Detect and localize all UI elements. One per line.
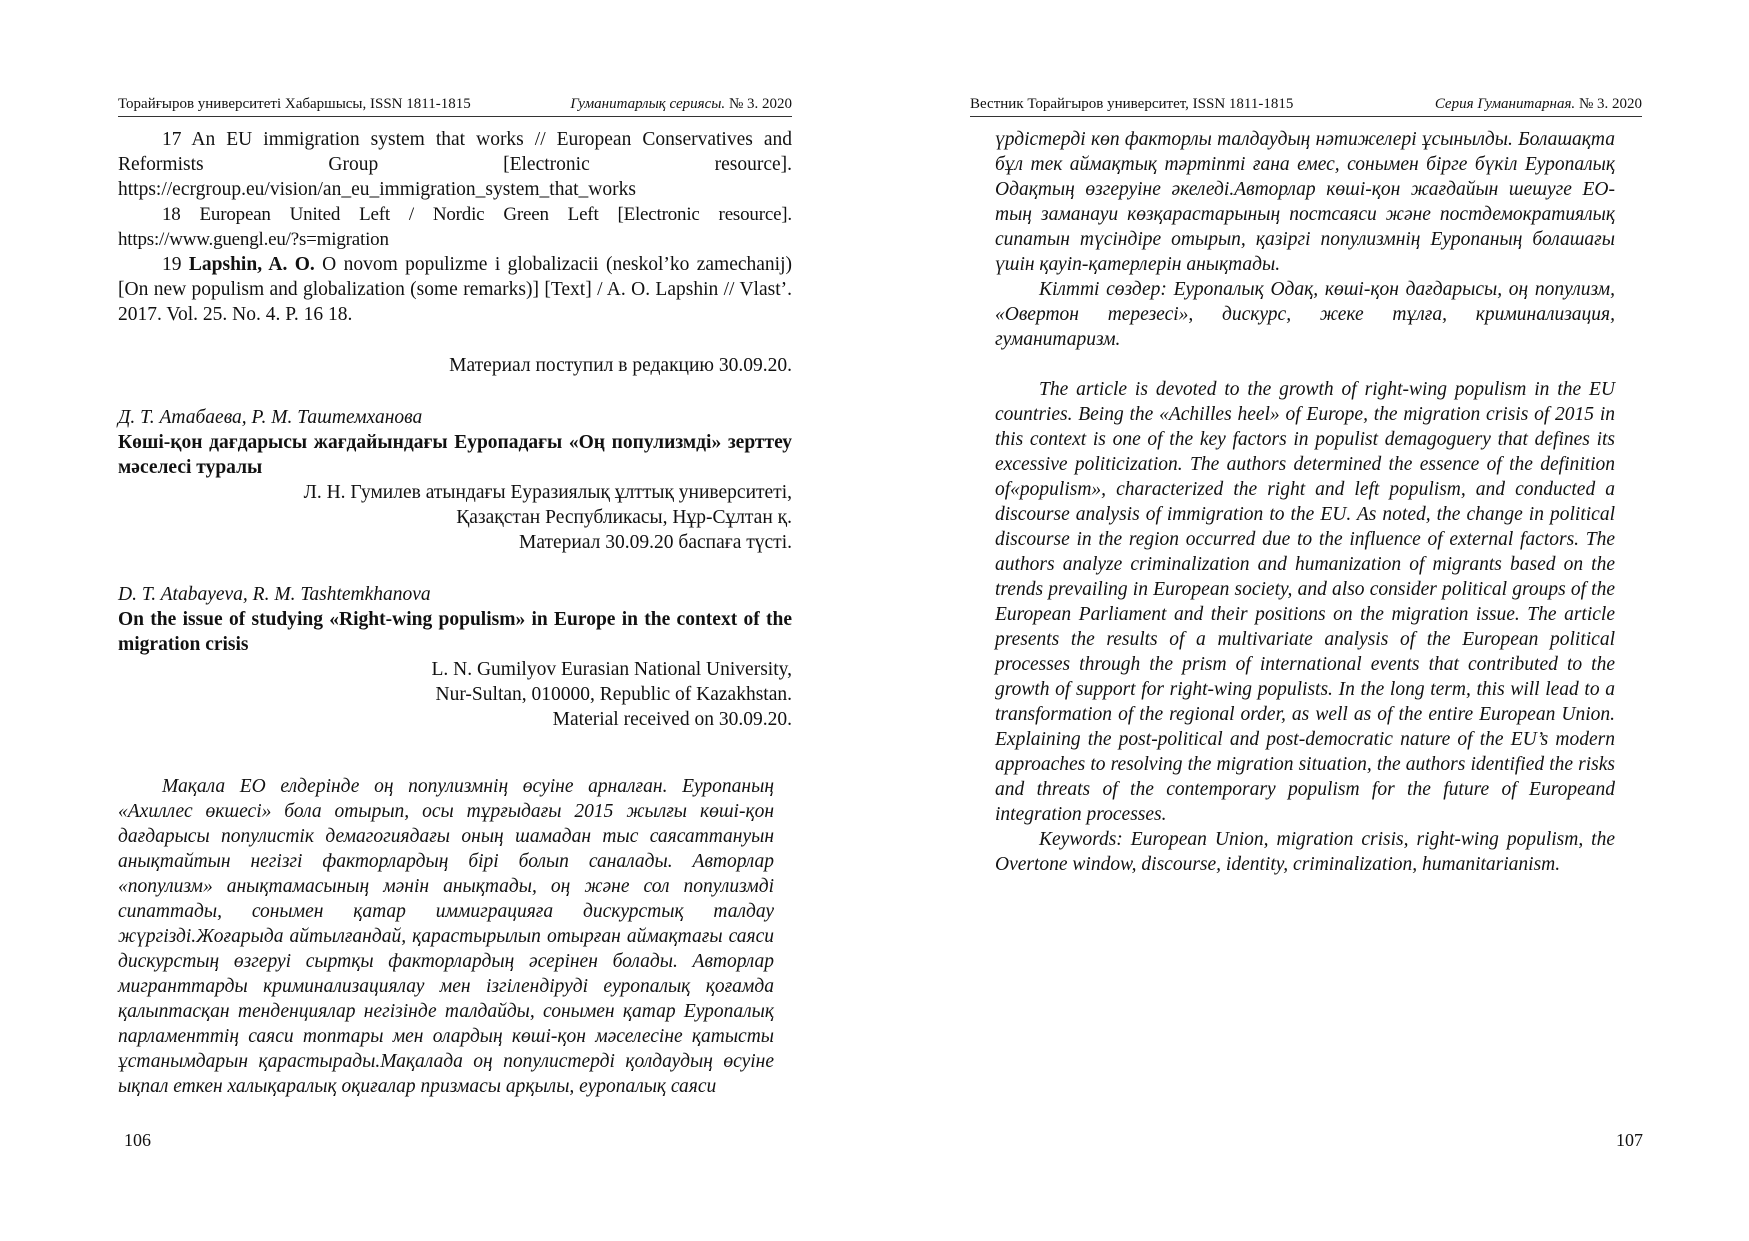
reference-19 xyxy=(118,252,792,327)
en-affiliation-line: L. N. Gumilyov Eurasian National University, xyxy=(431,659,792,680)
reference-number: 19 xyxy=(162,254,182,275)
reference-author: Lapshin, A. O. xyxy=(188,254,315,275)
series-name: Гуманитарлық сериясы. xyxy=(570,96,726,112)
left-page-content xyxy=(118,127,792,1099)
reference-text: O novom populizme i globalizacii (neskol’ko zamechanij) [On new populism and globalization (some remarks)] [Text] / A. O. Lapshin // Vlast’. 2017. Vol. 25. No. 4. P. 16 18. xyxy=(118,254,793,325)
reference-17: 17 An EU immigration system that works // European Conservatives and Reformists Group [Electronic resource]. https://ecrgroup.eu/vision/an_eu_immigration_system_that_works xyxy=(118,129,792,200)
journal-name: Вестник Торайгыров университет, ISSN 1811-1815 xyxy=(970,96,1294,112)
keywords-kz: Кілтті сөздер: Еуропалық Одақ, көші-қон дағдарысы, оң популизм, «Овертон терезесі», дискурс, жеке тұлға, криминализация, гуманитаризм. xyxy=(995,279,1615,350)
right-page-content xyxy=(995,127,1615,877)
series-name: Серия Гуманитарная. xyxy=(1434,96,1576,112)
received-note: Материал поступил в редакцию 30.09.20. xyxy=(449,355,792,376)
abstract-kz-part2: үрдістерді көп факторлы талдаудың нәтижелері ұсынылды. Болашақта бұл тек аймақтық тәртіпті ғана емес, сонымен бірге бүкіл Еуропалық Одақтың өзгеруіне әкеледі.Авторлар көші-қон жағдайын шешуге ЕО-тың заманауи көзқарастарының постсаяси және постдемократиялық сипатын түсіндіре отырып, қазіргі популизмнің Еуропаның болашағы үшін қауіп-қатерлерін анықтады. xyxy=(995,129,1615,275)
left-page xyxy=(0,0,874,1241)
kz-affiliation-line: Қазақстан Республикасы, Нұр-Сұлтан қ. xyxy=(456,507,792,528)
kz-authors: Д. Т. Атабаева, Р. М. Таштемханова xyxy=(118,407,423,428)
journal-name: Торайғыров университеті Хабаршысы, ISSN 1811-1815 xyxy=(118,96,471,112)
en-affiliation-line: Nur-Sultan, 010000, Republic of Kazakhstan. xyxy=(435,684,792,705)
page-number: 106 xyxy=(124,1130,151,1150)
right-page xyxy=(875,0,1749,1241)
page-number: 107 xyxy=(1616,1130,1643,1150)
running-header xyxy=(970,92,1642,117)
running-header xyxy=(118,92,792,117)
kz-affiliation-line: Материал 30.09.20 баспаға түсті. xyxy=(519,532,792,553)
issue-number: № 3. 2020 xyxy=(728,96,792,112)
abstract-en: The article is devoted to the growth of right-wing populism in the EU countries. Being the «Achilles heel» of Europe, the migration crisis of 2015 in this context is one of the key factors in populist demagoguery that defines its excessive politicization. The authors determined the essence of the definition of«populism», characterized the right and left populism, and conducted a discourse analysis of immigration to the EU. As noted, the change in political discourse in the region occurred due to the influence of external factors. The authors analyze criminalization and humanization of migrants based on the trends prevailing in European society, and also consider political groups of the European Parliament and their positions on the migration issue. The article presents the results of a multivariate analysis of the European political processes through the prism of international events that contributed to the growth of support for right-wing populists. In the long term, this will lead to a transformation of the regional order, as well as of the entire European Union. Explaining the post-political and post-democratic nature of the EU’s modern approaches to resolving the migration situation, the authors identified the risks and threats of the contemporary populism for the future of Europeand integration processes. xyxy=(995,379,1615,825)
spacer xyxy=(995,352,1615,377)
en-affiliation-line: Material received on 30.09.20. xyxy=(552,709,792,730)
en-authors: D. T. Atabayeva, R. M. Tashtemkhanova xyxy=(118,584,431,605)
series-info xyxy=(570,92,792,116)
series-info xyxy=(1435,92,1642,116)
issue-number: № 3. 2020 xyxy=(1578,96,1642,112)
reference-18: 18 European United Left / Nordic Green Left [Electronic resource]. https://www.guengl.eu/?s=migration xyxy=(118,204,792,250)
abstract-kz-part1: Мақала ЕО елдерінде оң популизмнің өсуіне арналған. Еуропаның «Ахиллес өкшесі» бола отырып, осы тұрғыдағы 2015 жылғы көші-қон дағдарысы популистік демагогиядағы оның шамадан тыс саясаттануын анықтайтын негізгі факторлардың бірі болып саналады. Авторлар «популизм» анықтамасының мәнін анықтады, оң және сол популизмді сипаттады, сонымен қатар иммиграцияға дискурстық талдау жүргізді.Жоғарыда айтылғандай, қарастырылып отырған аймақтағы саяси дискурстың өзгеруі сыртқы факторлардың әсерінен болады. Авторлар мигранттарды криминализациялау мен ізгілендіруді еуропалық қоғамда қалыптасқан тенденциялар негізінде талдайды, сонымен қатар Еуропалық парламенттің саяси топтары мен олардың көші-қон мәселесіне қатысты ұстанымдарын қарастырады.Мақалада оң популистерді қолдаудың өсуіне ықпал еткен халықаралық оқиғалар призмасы арқылы, еуропалық саяси xyxy=(118,776,774,1097)
kz-affiliation-line: Л. Н. Гумилев атындағы Еуразиялық ұлттық университеті, xyxy=(303,482,792,503)
keywords-en: Keywords: European Union, migration crisis, right-wing populism, the Overtone window, discourse, identity, criminalization, humanitarianism. xyxy=(995,829,1615,875)
kz-article-title: Көші-қон дағдарысы жағдайындағы Еуропадағы «Оң популизмді» зерттеу мәселесі туралы xyxy=(118,432,792,478)
en-article-title: On the issue of studying «Right-wing populism» in Europe in the context of the migration crisis xyxy=(118,609,792,655)
